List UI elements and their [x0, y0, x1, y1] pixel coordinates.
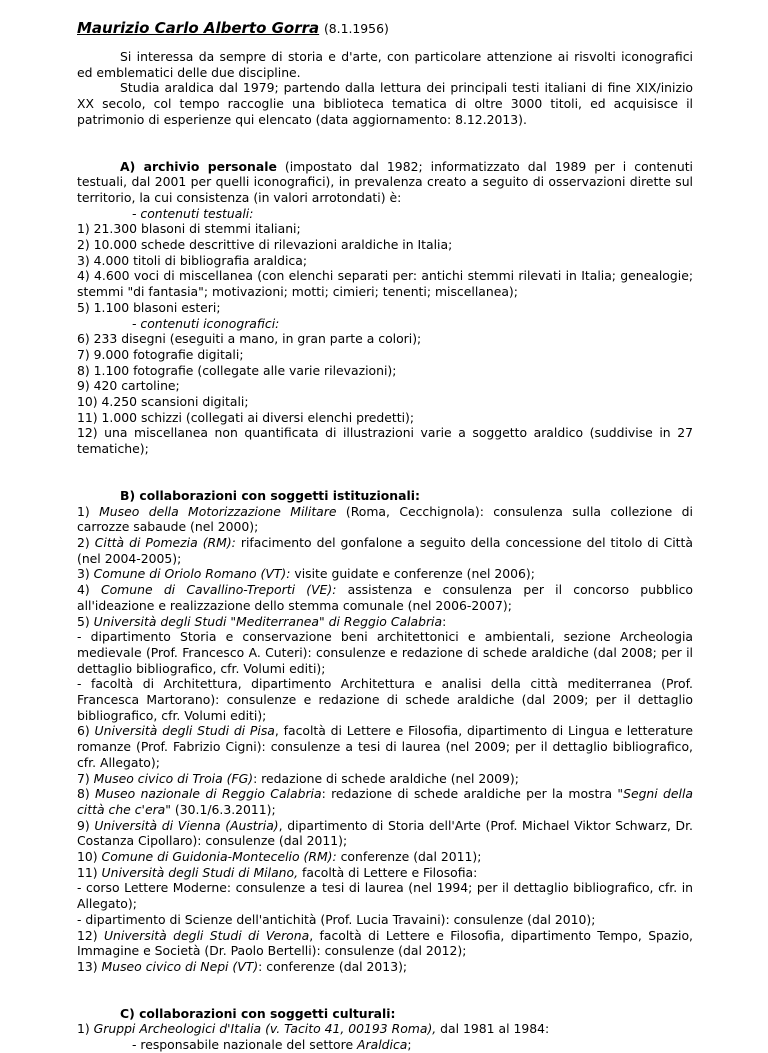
list-item: 2) 10.000 schede descrittive di rilevazioni araldiche in Italia; — [77, 237, 453, 253]
item-entity: Museo della Motorizzazione Militare — [99, 503, 337, 519]
section-c-intro — [77, 1006, 693, 1022]
item-text: " (30.1/6.3.2011); — [165, 801, 276, 817]
list-item — [77, 504, 693, 535]
list-item — [77, 1021, 693, 1037]
list-item: 9) 420 cartoline; — [77, 378, 180, 394]
item-number: 1) — [77, 1021, 94, 1037]
list-item — [77, 582, 693, 613]
document-page — [77, 18, 693, 1053]
list-item — [77, 818, 693, 849]
institutional-list — [77, 504, 693, 975]
subheading-textual: - contenuti testuali: — [132, 205, 254, 221]
item-entity: Comune di Oriolo Romano (VT): — [93, 566, 291, 582]
item-entity: Comune di Cavallino-Treporti (VE): — [100, 582, 337, 598]
item-number: 2) — [77, 534, 95, 550]
document-header — [77, 18, 693, 39]
item-number: 1) — [77, 503, 100, 519]
list-item — [77, 771, 693, 787]
section-c-heading: C) collaborazioni con soggetti culturali: — [120, 1005, 396, 1021]
item-entity: Università di Vienna (Austria) — [94, 817, 279, 833]
item-number: 3) — [77, 566, 94, 582]
item-text: - dipartimento di Scienze dell'antichità (Prof. Lucia Travaini): consulenze (dal 2010); — [77, 911, 596, 927]
item-text: visite guidate e conferenze (nel 2006); — [290, 566, 535, 582]
item-number: 12) — [77, 927, 104, 943]
item-text: conferenze (dal 2011); — [336, 849, 482, 865]
list-item: 11) 1.000 schizzi (collegati ai diversi elenchi predetti); — [77, 409, 415, 425]
cultural-list — [77, 1021, 693, 1037]
list-item — [77, 865, 693, 881]
iconographic-list — [77, 331, 693, 457]
item-entity: Università degli Studi di Pisa — [94, 723, 275, 739]
item-text: , dipartimento di Storia dell'Arte (Prof. Michael Viktor Schwarz, Dr. Costanza Cipollaro): consulenze (dal 2011); — [77, 817, 693, 849]
list-item — [77, 535, 693, 566]
list-item: 5) 1.100 blasoni esteri; — [77, 299, 221, 315]
item-text: , facoltà di Lettere e Filosofia, dipartimento di Lingua e letterature romanze (Prof. Fabrizio Cigni): consulenze a tesi di laurea (nel 2009; per il dettaglio bibliografico, cfr. Allegato); — [77, 723, 693, 770]
item-entity: Museo nazionale di Reggio Calabria — [95, 786, 322, 802]
section-a-intro — [77, 159, 693, 206]
item-text: - dipartimento Storia e conservazione beni architettonici e ambientali, sezione Archeologia medievale (Prof. Francesco A. Cuteri): consulenze e redazione di schede araldiche (dal 2008; per il dettaglio bibliografico, cfr. Volumi editi); — [77, 629, 693, 676]
item-text: - corso Lettere Moderne: consulenze a tesi di laurea (nel 1994; per il dettaglio bibliografico, cfr. in Allegato); — [77, 880, 693, 912]
item-text: : — [442, 613, 447, 629]
item-entity: Università degli Studi di Milano, — [101, 864, 299, 880]
item-text: : conferenze (dal 2013); — [258, 958, 408, 974]
item-entity: Gruppi Archeologici d'Italia (v. Tacito 41, 00193 Roma), — [93, 1021, 437, 1037]
section-a-description: (impostato dal 1982; informatizzato dal 1989 per i contenuti testuali, dal 2001 per quelli iconografici), in prevalenza creato a seguito di osservazioni dirette sul territorio, la cui consistenza (in valori arrotondati) è: — [77, 158, 693, 205]
list-item: 4) 4.600 voci di miscellanea (con elenchi separati per: antichi stemmi rilevati in Italia; genealogie; stemmi "di fantasia"; motivazioni; motti; cimieri; tenenti; miscellanea); — [77, 268, 693, 300]
item-text: (Roma, Cecchignola): consulenza sulla collezione di carrozze sabaude (nel 2000); — [77, 503, 693, 535]
item-text: rifacimento del gonfalone a seguito della concessione del titolo di Città (nel 2004-2005); — [77, 534, 693, 566]
item-number: 13) — [77, 958, 102, 974]
item-number: 11) — [77, 864, 102, 880]
list-item: 6) 233 disegni (eseguiti a mano, in gran parte a colori); — [77, 331, 422, 347]
item-entity: Università degli Studi di Verona — [103, 927, 310, 943]
list-item — [77, 614, 693, 630]
item-text: assistenza e consulenza per il concorso pubblico all'ideazione e realizzazione dello stemma comunale (nel 2006-2007); — [77, 582, 694, 613]
list-item — [77, 566, 693, 582]
item-number: 9) — [77, 817, 95, 833]
list-item — [77, 786, 693, 817]
list-item: 10) 4.250 scansioni digitali; — [77, 394, 249, 410]
item-text: dal 1981 al 1984: — [436, 1021, 550, 1037]
list-item: 12) una miscellanea non quantificata di illustrazioni varie a soggetto araldico (suddivise in 27 tematiche); — [77, 425, 693, 457]
list-item — [77, 849, 693, 865]
item-entity: Città di Pomezia (RM): — [94, 534, 236, 550]
item-entity: Museo civico di Nepi (VT) — [101, 958, 259, 974]
list-item — [77, 928, 693, 959]
birth-date: (8.1.1956) — [323, 21, 389, 36]
list-item: 3) 4.000 titoli di bibliografia araldica; — [77, 252, 308, 268]
list-item: 1) 21.300 blasoni di stemmi italiani; — [77, 221, 301, 237]
item-text: - facoltà di Architettura, dipartimento Architettura e analisi della città mediterranea (Prof. Francesca Martorano): consulenze e redazione di schede araldiche (dal 2009; per il dettaglio bibliografico, cfr. Volumi editi); — [77, 676, 693, 723]
subheading-iconographic: - contenuti iconografici: — [132, 315, 280, 331]
intro-paragraph: Studia araldica dal 1979; partendo dalla lettura dei principali testi italiani di fine XIX/inizio XX secolo, col tempo raccoglie una biblioteca tematica di oltre 3000 titoli, ed acquisisce il patrimonio di esperienze qui elencato (data aggiornamento: 8.12.2013). — [77, 80, 693, 127]
item-number: 8) — [77, 786, 96, 802]
item-number: 6) — [77, 723, 95, 739]
list-item — [77, 629, 693, 676]
list-item — [77, 723, 693, 770]
intro-paragraph: Si interessa da sempre di storia e d'arte, con particolare attenzione ai risvolti iconografici ed emblematici delle due discipline. — [77, 49, 693, 80]
item-text: : redazione di schede araldiche (nel 2009); — [253, 770, 519, 786]
item-text: : redazione di schede araldiche per la mostra " — [321, 786, 624, 802]
list-item — [77, 912, 693, 928]
item-number: 5) — [77, 613, 94, 629]
item-number: 7) — [77, 770, 94, 786]
item-number: 4) — [77, 582, 101, 598]
item-number: 10) — [77, 849, 102, 865]
item-entity: Comune di Guidonia-Montecelio (RM): — [101, 849, 337, 865]
list-item: 8) 1.100 fotografie (collegate alle varie rilevazioni); — [77, 362, 397, 378]
item-entity: Università degli Studi "Mediterranea" di Reggio Calabria — [93, 613, 443, 629]
item-text: , facoltà di Lettere e Filosofia, dipartimento Tempo, Spazio, Immagine e Società (Dr. Paolo Bertelli): consulenze (dal 2012); — [77, 927, 693, 959]
section-b-heading: B) collaborazioni con soggetti istituzionali: — [120, 487, 420, 503]
section-a-heading: A) archivio personale — [120, 158, 277, 174]
textual-list — [77, 221, 693, 315]
list-item: 7) 9.000 fotografie digitali; — [77, 346, 244, 362]
item-text: facoltà di Lettere e Filosofia: — [298, 864, 478, 880]
list-item — [77, 880, 693, 911]
person-name: Maurizio Carlo Alberto Gorra — [77, 19, 320, 37]
item-entity-title: Segni della città che c'era — [77, 786, 694, 817]
section-b-intro — [77, 488, 693, 504]
list-item — [77, 959, 693, 975]
item-entity: Museo civico di Troia (FG) — [93, 770, 254, 786]
list-item — [77, 676, 693, 723]
list-item: - responsabile nazionale del settore Araldica; — [132, 1037, 412, 1053]
